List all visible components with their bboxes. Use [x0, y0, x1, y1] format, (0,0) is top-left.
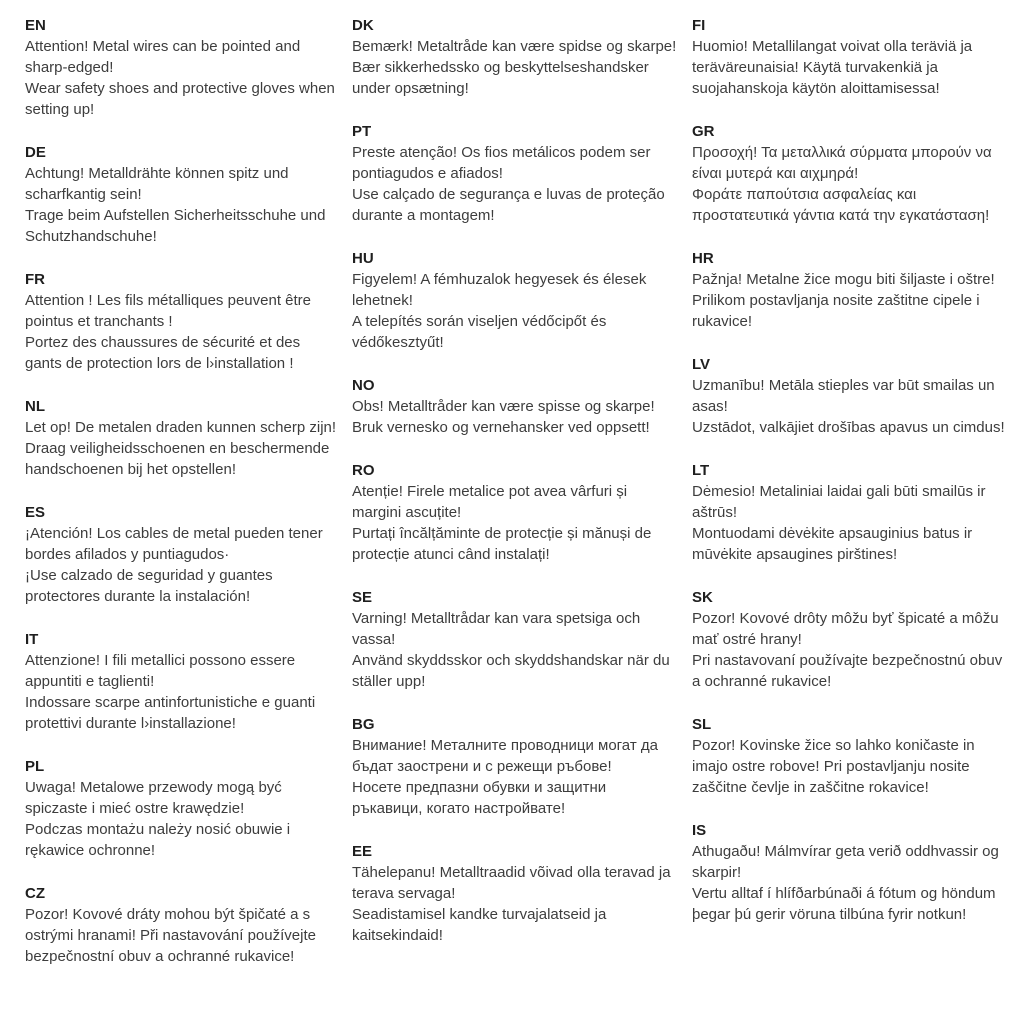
language-code-nl: NL — [25, 398, 45, 415]
warning-block-cz — [25, 883, 338, 967]
warning-block-es — [25, 502, 338, 607]
warning-block-pt — [352, 121, 678, 226]
warning-block-lt — [692, 460, 1010, 565]
warning-text: Figyelem! A fémhuzalok hegyesek és élesek lehetnek! — [352, 271, 647, 309]
language-code-hu: HU — [352, 250, 374, 267]
instruction-text: Bær sikkerhedssko og beskyttelseshandsker under opsætning! — [352, 59, 649, 97]
instruction-text: Trage beim Aufstellen Sicherheitsschuhe und Schutzhandschuhe! — [25, 207, 326, 245]
warning-block-lv — [692, 354, 1010, 438]
warning-text: Obs! Metalltråder kan være spisse og skarpe! — [352, 398, 655, 415]
warning-text: Внимание! Металните проводници могат да бъдат заострени и с режещи ръбове! — [352, 737, 658, 775]
warning-text: Preste atenção! Os fios metálicos podem ser pontiagudos e afiados! — [352, 144, 651, 182]
warning-text: Προσοχή! Τα μεταλλικά σύρματα μπορούν να είναι μυτερά και αιχμηρά! — [692, 144, 992, 182]
language-code-pt: PT — [352, 123, 372, 140]
warning-text: Pozor! Kovové drôty môžu byť špicaté a môžu mať ostré hrany! — [692, 610, 999, 648]
warning-block-hr — [692, 248, 1010, 332]
instruction-text: Pri nastavovaní používajte bezpečnostnú obuv a ochranné rukavice! — [692, 652, 1003, 690]
warning-block-bg — [352, 714, 678, 819]
warning-block-dk — [352, 15, 678, 99]
instruction-text: Montuodami dėvėkite apsauginius batus ir mūvėkite apsaugines pirštines! — [692, 525, 973, 563]
instruction-text: Draag veiligheidsschoenen en beschermende handschoenen bij het opstellen! — [25, 440, 330, 478]
language-code-ee: EE — [352, 843, 373, 860]
warning-text: Attention! Metal wires can be pointed and sharp-edged! — [25, 38, 301, 76]
warning-text: ¡Atención! Los cables de metal pueden tener bordes afilados y puntiagudos· — [25, 525, 323, 563]
instruction-text: Portez des chaussures de sécurité et des gants de protection lors de l›installation ! — [25, 334, 301, 372]
warning-block-se — [352, 587, 678, 692]
language-code-is: IS — [692, 822, 707, 839]
warning-block-sl — [692, 714, 1010, 798]
warning-text: Uwaga! Metalowe przewody mogą być spiczaste i mieć ostre krawędzie! — [25, 779, 282, 817]
warning-text: Atenție! Firele metalice pot avea vârfuri și margini ascuțite! — [352, 483, 628, 521]
warning-text: Pozor! Kovové dráty mohou být špičaté a s ostrými hranami! Při nastavování používejte bezpečnostní obuv a ochranné rukavice! — [25, 906, 316, 965]
warning-text: Achtung! Metalldrähte können spitz und scharfkantig sein! — [25, 165, 289, 203]
warning-block-nl — [25, 396, 338, 480]
warning-block-ee — [352, 841, 678, 946]
language-code-ro: RO — [352, 462, 375, 479]
instruction-text: Använd skyddsskor och skyddshandskar när du ställer upp! — [352, 652, 670, 690]
language-code-bg: BG — [352, 716, 375, 733]
warning-text: Let op! De metalen draden kunnen scherp zijn! — [25, 419, 337, 436]
warning-block-de — [25, 142, 338, 247]
warnings-column-3 — [692, 15, 1010, 1024]
warnings-column-2 — [352, 15, 678, 1024]
language-code-hr: HR — [692, 250, 714, 267]
warning-block-is — [692, 820, 1010, 925]
language-code-se: SE — [352, 589, 373, 606]
language-code-de: DE — [25, 144, 46, 161]
language-code-fi: FI — [692, 17, 706, 34]
language-code-fr: FR — [25, 271, 45, 288]
instruction-text: Vertu alltaf í hlífðarbúnaði á fótum og höndum þegar þú gerir vöruna tilbúna fyrir notkun! — [692, 885, 996, 923]
warning-text: Uzmanību! Metāla stieples var būt smailas un asas! — [692, 377, 995, 415]
instruction-text: Seadistamisel kandke turvajalatseid ja kaitsekindaid! — [352, 906, 607, 944]
warning-text: Tähelepanu! Metalltraadid võivad olla teravad ja terava servaga! — [352, 864, 671, 902]
warning-block-ro — [352, 460, 678, 565]
warning-text: Pažnja! Metalne žice mogu biti šiljaste i oštre! — [692, 271, 995, 288]
instruction-text: Φοράτε παπούτσια ασφαλείας και προστατευτικά γάντια κατά την εγκατάσταση! — [692, 186, 990, 224]
warning-block-fi — [692, 15, 1010, 99]
warning-text: Attention ! Les fils métalliques peuvent être pointus et tranchants ! — [25, 292, 311, 330]
language-code-pl: PL — [25, 758, 45, 775]
instruction-text: Use calçado de segurança e luvas de proteção durante a montagem! — [352, 186, 665, 224]
language-code-sl: SL — [692, 716, 712, 733]
language-code-sk: SK — [692, 589, 713, 606]
language-code-es: ES — [25, 504, 46, 521]
language-code-it: IT — [25, 631, 39, 648]
warning-text: Varning! Metalltrådar kan vara spetsiga och vassa! — [352, 610, 641, 648]
warning-block-fr — [25, 269, 338, 374]
warning-block-no — [352, 375, 678, 438]
language-code-no: NO — [352, 377, 375, 394]
instruction-text: Bruk vernesko og vernehansker ved oppsett! — [352, 419, 650, 436]
warning-block-pl — [25, 756, 338, 861]
instruction-text: Prilikom postavljanja nosite zaštitne cipele i rukavice! — [692, 292, 980, 330]
warning-block-it — [25, 629, 338, 734]
warnings-column-1 — [25, 15, 338, 1024]
warning-block-hu — [352, 248, 678, 353]
warning-text: Athugaðu! Málmvírar geta verið oddhvassir og skarpir! — [692, 843, 999, 881]
instruction-text: Wear safety shoes and protective gloves when setting up! — [25, 80, 335, 118]
warning-block-en — [25, 15, 338, 120]
instruction-text: Indossare scarpe antinfortunistiche e guanti protettivi durante l›installazione! — [25, 694, 316, 732]
instruction-text: Uzstādot, valkājiet drošības apavus un cimdus! — [692, 419, 1005, 436]
instruction-text: Podczas montażu należy nosić obuwie i rękawice ochronne! — [25, 821, 291, 859]
warning-text: Attenzione! I fili metallici possono essere appuntiti e taglienti! — [25, 652, 296, 690]
warning-block-gr — [692, 121, 1010, 226]
instruction-text: A telepítés során viseljen védőcipőt és védőkesztyűt! — [352, 313, 607, 351]
language-code-cz: CZ — [25, 885, 45, 902]
instruction-text: Носете предпазни обувки и защитни ръкавици, когато настройвате! — [352, 779, 607, 817]
instruction-text: ¡Use calzado de seguridad y guantes protectores durante la instalación! — [25, 567, 273, 605]
warning-text: Pozor! Kovinske žice so lahko koničaste in imajo ostre robove! Pri postavljanju nosite zaščitne čevlje in zaščitne rokavice! — [692, 737, 975, 796]
language-code-lv: LV — [692, 356, 711, 373]
language-code-lt: LT — [692, 462, 710, 479]
language-code-gr: GR — [692, 123, 715, 140]
warning-text: Bemærk! Metaltråde kan være spidse og skarpe! — [352, 38, 677, 55]
warning-block-sk — [692, 587, 1010, 692]
warning-text: Dėmesio! Metaliniai laidai gali būti smailūs ir aštrūs! — [692, 483, 986, 521]
language-code-dk: DK — [352, 17, 374, 34]
instruction-text: Purtați încălțăminte de protecție și mănuși de protecție atunci când instalați! — [352, 525, 652, 563]
warning-text: Huomio! Metallilangat voivat olla teräviä ja teräväreunaisia! Käytä turvakenkiä ja suojahanskoja käytön aloittamisessa! — [692, 38, 973, 97]
language-code-en: EN — [25, 17, 46, 34]
